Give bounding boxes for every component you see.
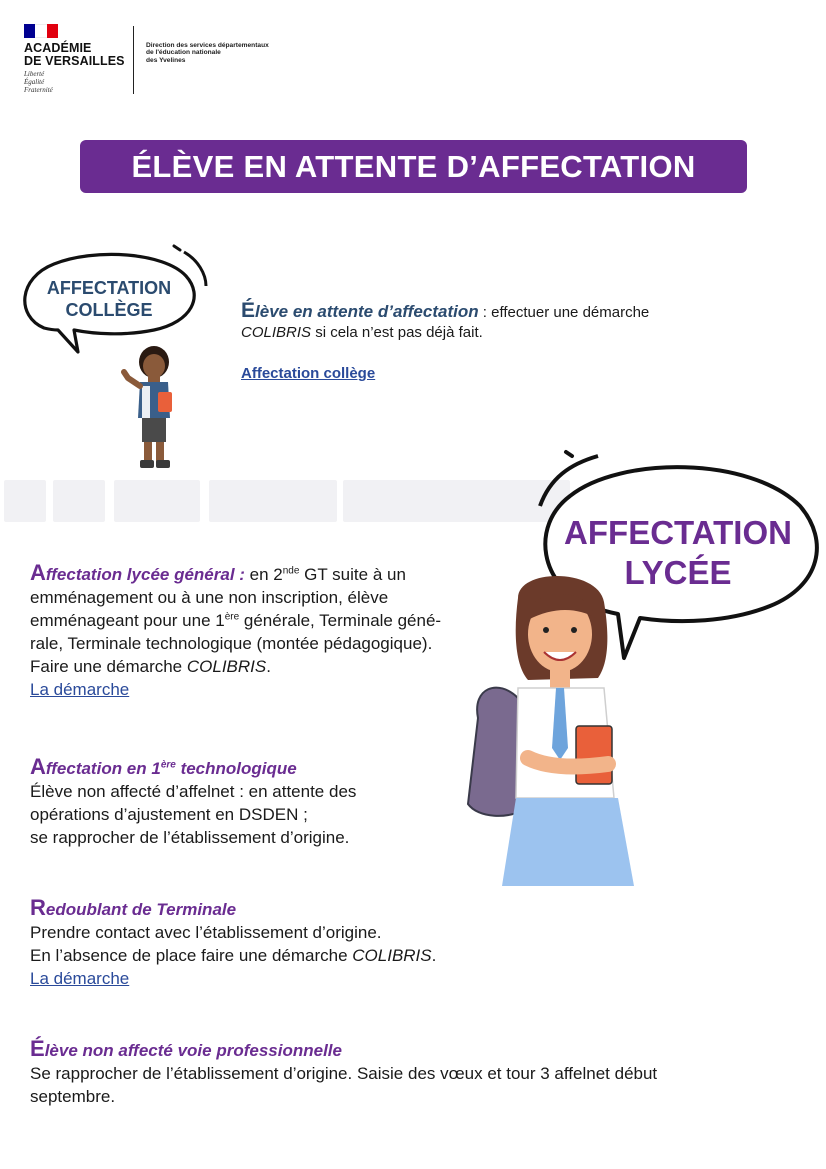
section-heading: Élève non affecté voie professionnelle [30,1036,342,1061]
section-lycee-general: Affectation lycée général : en 2nde GT suite à un emménagement ou à une non inscription, élève emménageant pour une 1ère générale, Terminale géné- rale, Terminale technologique (montée pédagogique). Faire une démarche COLIBRIS. La démarche [30,560,442,699]
section-voie-professionnelle: Élève non affecté voie professionnelle Se rapprocher de l’établissement d’origine. Saisie des vœux et tour 3 affelnet début septembre. [30,1037,790,1108]
college-affectation-link[interactable]: Affectation collège [241,365,376,382]
title-banner [80,140,747,193]
section-redoublant-terminale: Redoublant de Terminale Prendre contact avec l’établissement d’origine. En l’absence de place faire une démarche COLIBRIS. La démarche [30,896,550,990]
college-bubble-label: AFFECTATION COLLÈGE [46,278,172,320]
section-heading: Redoublant de Terminale [30,895,237,920]
decorative-strip [0,480,570,522]
boy-student-icon [120,342,184,474]
college-heading: Élève en attente d’affectation [241,299,479,322]
header-divider [133,26,134,94]
demarche-link-redoublant[interactable]: La démarche [30,969,130,988]
republic-motto: Liberté Égalité Fraternité [24,70,53,94]
section-heading: Affectation lycée général : [30,560,245,585]
lycee-bubble-label: AFFECTATION LYCÉE [564,514,792,591]
direction-text: Direction des services départementaux de l'éducation nationale des Yvelines [146,42,269,64]
demarche-link-lycee-general[interactable]: La démarche [30,680,130,699]
college-text: Élève en attente d’affectation : effectuer une démarche COLIBRIS si cela n’est pas déjà fait. [241,299,650,341]
section-heading: Affectation en 1ère technologique [30,754,297,779]
page-title: ÉLÈVE EN ATTENTE D’AFFECTATION [131,148,696,184]
french-flag-icon [24,24,58,38]
academy-logo-text: ACADÉMIE DE VERSAILLES [24,41,125,68]
section-1ere-technologique: Affectation en 1ère technologique Élève non affecté d’affelnet : en attente des opérations d’ajustement en DSDEN ; se rapprocher de l’établissement d’origine. [30,755,460,849]
